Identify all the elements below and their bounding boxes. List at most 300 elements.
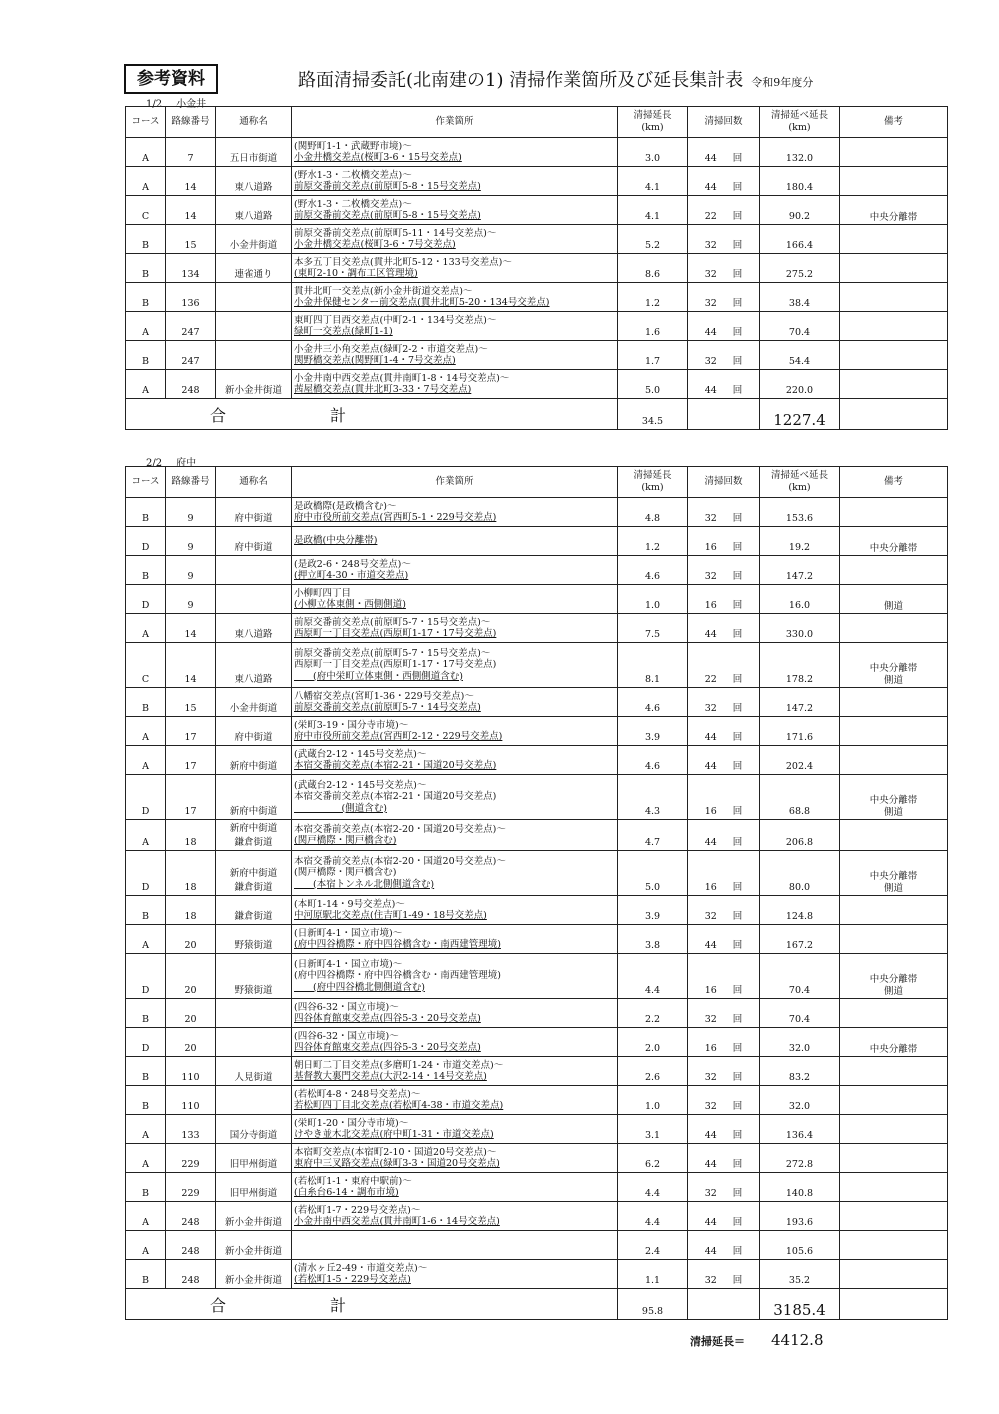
count-cell bbox=[688, 717, 760, 746]
count-cell bbox=[688, 585, 760, 614]
table-row bbox=[126, 138, 948, 167]
total-row bbox=[126, 399, 948, 430]
location-line: (若松町1-1・東府中駅前)～ bbox=[294, 1175, 412, 1187]
location-line: けやき並木北交差点(府中町1-31・市道交差点) bbox=[294, 1129, 494, 1140]
column-header-text: 備考 bbox=[883, 116, 903, 127]
remarks-cell bbox=[840, 954, 948, 999]
route-number-cell: 9 bbox=[166, 527, 216, 556]
location-line: (日新町4-1・国立市境)～ bbox=[294, 958, 403, 970]
column-header bbox=[618, 107, 688, 138]
table-row bbox=[126, 820, 948, 851]
table-row bbox=[126, 225, 948, 254]
location-line: (栄町1-20・国分寺市境)～ bbox=[294, 1117, 409, 1129]
total-length-cell: 193.6 bbox=[760, 1202, 840, 1231]
road-name-line: 連雀通り bbox=[234, 269, 273, 280]
remarks-line: 中央分離帯 bbox=[869, 663, 918, 674]
total-length-cell: 124.8 bbox=[760, 896, 840, 925]
column-header-text: 清掃回数 bbox=[704, 116, 743, 127]
location-line: (武蔵台2-12・145号交差点)～ bbox=[294, 779, 427, 791]
total-row bbox=[126, 1289, 948, 1320]
course-cell: A bbox=[126, 138, 166, 167]
count-unit: 回 bbox=[732, 837, 743, 848]
route-number-cell: 18 bbox=[166, 820, 216, 851]
road-name-line: 鎌倉街道 bbox=[234, 837, 273, 848]
count-cell bbox=[688, 1057, 760, 1086]
route-number-cell: 20 bbox=[166, 1028, 216, 1057]
count-value: 16 bbox=[704, 1043, 717, 1054]
grand-total-label: 清掃延長＝ bbox=[690, 1335, 745, 1348]
location-line: (府中四谷橋北側側道含む) bbox=[294, 981, 425, 993]
route-number-cell: 15 bbox=[166, 225, 216, 254]
location-line: 前原交番前交差点(前原町5-8・15号交差点) bbox=[294, 210, 481, 221]
count-value: 32 bbox=[704, 911, 717, 922]
column-header-text: (km) bbox=[788, 122, 811, 133]
count-unit: 回 bbox=[732, 600, 743, 611]
road-name-cell bbox=[216, 820, 292, 851]
location-line: 東町四丁目西交差点(中町2-1・134号交差点)～ bbox=[294, 314, 497, 326]
course-cell: B bbox=[126, 1260, 166, 1289]
road-name-line: 東八道路 bbox=[234, 674, 273, 685]
road-name-cell bbox=[216, 341, 292, 370]
total-label-cell bbox=[126, 399, 618, 430]
route-number-cell: 14 bbox=[166, 614, 216, 643]
table-row bbox=[126, 1115, 948, 1144]
table-row bbox=[126, 1173, 948, 1202]
remarks-cell bbox=[840, 775, 948, 820]
count-unit: 回 bbox=[732, 911, 743, 922]
location-cell bbox=[292, 254, 618, 283]
total-length-cell: 180.4 bbox=[760, 167, 840, 196]
location-line: 小金井南中西交差点(貫井南町1-6・14号交差点) bbox=[294, 1216, 500, 1227]
count-value: 44 bbox=[704, 1130, 717, 1141]
route-number-cell: 15 bbox=[166, 688, 216, 717]
road-name-line: 府中街道 bbox=[234, 542, 273, 553]
course-cell: A bbox=[126, 370, 166, 399]
header-row bbox=[126, 467, 948, 498]
count-cell bbox=[688, 1260, 760, 1289]
location-line: 本宿交番前交差点(本宿2-21・国道20号交差点) bbox=[294, 760, 497, 771]
remarks-cell bbox=[840, 851, 948, 896]
column-header-text: (km) bbox=[641, 482, 664, 493]
length-cell: 4.6 bbox=[618, 556, 688, 585]
remarks-cell bbox=[840, 1173, 948, 1202]
total-length-cell: 136.4 bbox=[760, 1115, 840, 1144]
course-cell: B bbox=[126, 498, 166, 527]
count-value: 44 bbox=[704, 1246, 717, 1257]
location-line: 朝日町二丁目交差点(多磨町1-24・市道交差点)～ bbox=[294, 1059, 504, 1071]
course-cell: B bbox=[126, 283, 166, 312]
length-cell: 8.1 bbox=[618, 643, 688, 688]
table-row bbox=[126, 527, 948, 556]
count-unit: 回 bbox=[732, 1217, 743, 1228]
length-cell: 4.4 bbox=[618, 954, 688, 999]
count-cell bbox=[688, 925, 760, 954]
table-row bbox=[126, 312, 948, 341]
length-cell: 1.1 bbox=[618, 1260, 688, 1289]
location-line: (若松町1-7・229号交差点)～ bbox=[294, 1204, 421, 1216]
length-cell: 5.0 bbox=[618, 370, 688, 399]
count-cell bbox=[688, 138, 760, 167]
location-line: 貫井北町一交差点(新小金井街道交差点)～ bbox=[294, 285, 473, 297]
length-cell: 4.4 bbox=[618, 1173, 688, 1202]
road-name-line: 野猿街道 bbox=[234, 985, 273, 996]
total-length-cell: 70.4 bbox=[760, 312, 840, 341]
location-line: (押立町4-30・市道交差点) bbox=[294, 570, 409, 581]
location-line: (野水1-3・二枚橋交差点)～ bbox=[294, 198, 412, 210]
count-unit: 回 bbox=[732, 674, 743, 685]
count-cell bbox=[688, 688, 760, 717]
total-label-cell bbox=[126, 1289, 618, 1320]
total-label-2: 計 bbox=[330, 1295, 347, 1315]
table-row bbox=[126, 954, 948, 999]
road-name-cell bbox=[216, 498, 292, 527]
count-unit: 回 bbox=[732, 1014, 743, 1025]
count-unit: 回 bbox=[732, 356, 743, 367]
column-header-text: (km) bbox=[641, 122, 664, 133]
course-cell: B bbox=[126, 225, 166, 254]
course-cell: A bbox=[126, 614, 166, 643]
road-name-cell bbox=[216, 196, 292, 225]
remarks-cell bbox=[840, 614, 948, 643]
location-line: (武蔵台2-12・145号交差点)～ bbox=[294, 748, 427, 760]
total-length-cell: 83.2 bbox=[760, 1057, 840, 1086]
count-value: 44 bbox=[704, 940, 717, 951]
route-number-cell: 229 bbox=[166, 1173, 216, 1202]
document-title bbox=[298, 66, 813, 92]
column-header bbox=[166, 467, 216, 498]
column-header bbox=[618, 467, 688, 498]
reference-badge: 参考資料 bbox=[124, 64, 218, 94]
course-cell: A bbox=[126, 167, 166, 196]
count-value: 32 bbox=[704, 1188, 717, 1199]
remarks-cell bbox=[840, 746, 948, 775]
route-number-cell: 7 bbox=[166, 138, 216, 167]
location-line: 本宿交番前交差点(本宿2-20・国道20号交差点)～ bbox=[294, 823, 506, 835]
column-header bbox=[292, 467, 618, 498]
count-unit: 回 bbox=[732, 1101, 743, 1112]
column-header-text: コース bbox=[131, 476, 160, 487]
route-number-cell: 134 bbox=[166, 254, 216, 283]
table-row bbox=[126, 167, 948, 196]
road-name-cell bbox=[216, 283, 292, 312]
road-name-cell bbox=[216, 643, 292, 688]
count-cell bbox=[688, 254, 760, 283]
length-cell: 1.0 bbox=[618, 585, 688, 614]
route-number-cell: 17 bbox=[166, 746, 216, 775]
route-number-cell: 14 bbox=[166, 643, 216, 688]
table-row bbox=[126, 717, 948, 746]
count-value: 16 bbox=[704, 985, 717, 996]
remarks-cell bbox=[840, 1260, 948, 1289]
remarks-cell bbox=[840, 1028, 948, 1057]
column-header bbox=[292, 107, 618, 138]
location-line: (府中栄町立体東側・西側側道含む) bbox=[294, 670, 463, 682]
table-row bbox=[126, 254, 948, 283]
total-length-cell: 147.2 bbox=[760, 688, 840, 717]
remarks-line: 中央分離帯 bbox=[869, 211, 918, 223]
table-row bbox=[126, 643, 948, 688]
course-cell: D bbox=[126, 851, 166, 896]
location-line: (白糸台6-14・調布市境) bbox=[294, 1187, 399, 1198]
count-value: 32 bbox=[704, 240, 717, 251]
location-line: (関戸橋際・関戸橋含む) bbox=[294, 867, 397, 879]
road-name-cell bbox=[216, 370, 292, 399]
count-value: 44 bbox=[704, 732, 717, 743]
location-line: (関戸橋際・関戸橋含む) bbox=[294, 835, 397, 846]
location-line: (若松町4-8・248号交差点)～ bbox=[294, 1088, 421, 1100]
road-name-line: 五日市街道 bbox=[229, 153, 278, 164]
course-cell: A bbox=[126, 717, 166, 746]
route-number-cell: 9 bbox=[166, 498, 216, 527]
count-cell bbox=[688, 999, 760, 1028]
road-name-line: 新府中街道 bbox=[229, 806, 278, 817]
count-value: 32 bbox=[704, 298, 717, 309]
road-name-cell bbox=[216, 556, 292, 585]
count-unit: 回 bbox=[732, 513, 743, 524]
count-cell bbox=[688, 1115, 760, 1144]
count-unit: 回 bbox=[732, 182, 743, 193]
total-sum-value: 1227.4 bbox=[760, 399, 840, 430]
remarks-cell bbox=[840, 138, 948, 167]
remarks-cell bbox=[840, 820, 948, 851]
road-name-line: 府中街道 bbox=[234, 732, 273, 743]
length-cell: 5.2 bbox=[618, 225, 688, 254]
location-line: 小金井橋交差点(桜町3-6・15号交差点) bbox=[294, 152, 462, 163]
remarks-cell bbox=[840, 1202, 948, 1231]
count-value: 44 bbox=[704, 761, 717, 772]
location-line: (本宿トンネル北側側道含む) bbox=[294, 878, 435, 890]
total-length-cell: 70.4 bbox=[760, 999, 840, 1028]
count-value: 44 bbox=[704, 385, 717, 396]
table-row bbox=[126, 341, 948, 370]
count-cell bbox=[688, 1086, 760, 1115]
location-line: 小柳町四丁目 bbox=[294, 587, 352, 599]
column-header-text: 清掃延長 bbox=[633, 110, 672, 121]
route-number-cell: 248 bbox=[166, 1202, 216, 1231]
road-name-line: 小金井街道 bbox=[229, 240, 278, 251]
location-line: 前原交番前交差点(前原町5-11・14号交差点)～ bbox=[294, 227, 497, 239]
count-unit: 回 bbox=[732, 153, 743, 164]
page-indicator: 2/2 bbox=[146, 458, 163, 469]
course-cell: C bbox=[126, 643, 166, 688]
road-name-line: 旧甲州街道 bbox=[229, 1188, 278, 1199]
location-cell bbox=[292, 1202, 618, 1231]
route-number-cell: 248 bbox=[166, 1231, 216, 1260]
location-line: 是政橋(中央分離帯) bbox=[294, 535, 378, 547]
course-cell: A bbox=[126, 312, 166, 341]
column-header bbox=[840, 467, 948, 498]
road-name-cell bbox=[216, 688, 292, 717]
remarks-cell bbox=[840, 585, 948, 614]
location-line: (本町1-14・9号交差点)～ bbox=[294, 898, 405, 910]
location-line: 前原交番前交差点(前原町5-8・15号交差点) bbox=[294, 181, 481, 192]
road-name-cell bbox=[216, 1231, 292, 1260]
table-row bbox=[126, 925, 948, 954]
column-header bbox=[216, 467, 292, 498]
location-line: 中河原駅北交差点(住吉町1-49・18号交差点) bbox=[294, 910, 487, 921]
remarks-cell bbox=[840, 896, 948, 925]
course-cell: D bbox=[126, 527, 166, 556]
location-cell bbox=[292, 820, 618, 851]
total-length-cell: 19.2 bbox=[760, 527, 840, 556]
total-length-cell: 54.4 bbox=[760, 341, 840, 370]
location-cell bbox=[292, 1028, 618, 1057]
count-value: 44 bbox=[704, 327, 717, 338]
location-line: 小金井南中西交差点(貫井南町1-8・14号交差点)～ bbox=[294, 372, 510, 384]
count-value: 44 bbox=[704, 1159, 717, 1170]
length-cell: 3.0 bbox=[618, 138, 688, 167]
count-unit: 回 bbox=[732, 385, 743, 396]
table-row bbox=[126, 851, 948, 896]
table-row bbox=[126, 1144, 948, 1173]
length-cell: 2.0 bbox=[618, 1028, 688, 1057]
table-row bbox=[126, 556, 948, 585]
total-length-sum: 34.5 bbox=[618, 399, 688, 430]
location-cell bbox=[292, 138, 618, 167]
count-value: 44 bbox=[704, 1217, 717, 1228]
count-value: 16 bbox=[704, 542, 717, 553]
count-cell bbox=[688, 954, 760, 999]
length-cell: 3.1 bbox=[618, 1115, 688, 1144]
column-header bbox=[760, 107, 840, 138]
location-cell bbox=[292, 614, 618, 643]
count-cell bbox=[688, 1173, 760, 1202]
column-header bbox=[688, 467, 760, 498]
count-unit: 回 bbox=[732, 1246, 743, 1257]
count-cell bbox=[688, 851, 760, 896]
table-row bbox=[126, 688, 948, 717]
fiscal-year: 令和9年度分 bbox=[751, 76, 814, 89]
count-value: 32 bbox=[704, 703, 717, 714]
table-row bbox=[126, 775, 948, 820]
location-cell bbox=[292, 498, 618, 527]
count-value: 32 bbox=[704, 571, 717, 582]
location-cell bbox=[292, 1231, 618, 1260]
total-length-cell: 32.0 bbox=[760, 1086, 840, 1115]
total-length-cell: 166.4 bbox=[760, 225, 840, 254]
length-cell: 8.6 bbox=[618, 254, 688, 283]
remarks-cell bbox=[840, 643, 948, 688]
column-header-text: 清掃延べ延長 bbox=[770, 470, 828, 481]
location-cell bbox=[292, 1115, 618, 1144]
column-header bbox=[760, 467, 840, 498]
count-unit: 回 bbox=[732, 240, 743, 251]
count-cell bbox=[688, 746, 760, 775]
remarks-cell bbox=[840, 341, 948, 370]
location-line: 本宿交番前交差点(本宿2-20・国道20号交差点)～ bbox=[294, 855, 506, 867]
column-header bbox=[216, 107, 292, 138]
count-value: 32 bbox=[704, 1072, 717, 1083]
location-line: 小金井保健センター前交差点(貫井北町5-20・134号交差点) bbox=[294, 297, 550, 308]
count-cell bbox=[688, 283, 760, 312]
length-cell: 1.0 bbox=[618, 1086, 688, 1115]
total-length-cell: 90.2 bbox=[760, 196, 840, 225]
length-cell: 1.7 bbox=[618, 341, 688, 370]
route-number-cell: 247 bbox=[166, 341, 216, 370]
count-value: 32 bbox=[704, 269, 717, 280]
total-label-2: 計 bbox=[330, 405, 347, 425]
location-line: (側道含む) bbox=[294, 802, 387, 814]
road-name-cell bbox=[216, 1086, 292, 1115]
location-cell bbox=[292, 1173, 618, 1202]
road-name-line: 旧甲州街道 bbox=[229, 1159, 278, 1170]
course-cell: A bbox=[126, 1202, 166, 1231]
total-length-cell: 80.0 bbox=[760, 851, 840, 896]
count-value: 44 bbox=[704, 182, 717, 193]
remarks-line: 中央分離帯 bbox=[869, 795, 918, 806]
course-cell: B bbox=[126, 341, 166, 370]
route-number-cell: 18 bbox=[166, 896, 216, 925]
total-count-empty bbox=[688, 1289, 760, 1320]
road-name-line: 新府中街道 bbox=[229, 868, 278, 879]
count-value: 16 bbox=[704, 600, 717, 611]
table-row bbox=[126, 1231, 948, 1260]
location-line: 基督教大裏門交差点(大沢2-14・14号交差点) bbox=[294, 1071, 487, 1082]
location-cell bbox=[292, 312, 618, 341]
count-unit: 回 bbox=[732, 1072, 743, 1083]
column-header-text: 路線番号 bbox=[171, 476, 210, 487]
road-name-line: 新小金井街道 bbox=[224, 385, 282, 396]
count-value: 16 bbox=[704, 882, 717, 893]
column-header-text: 作業箇所 bbox=[435, 476, 474, 487]
course-cell: D bbox=[126, 954, 166, 999]
remarks-cell bbox=[840, 1144, 948, 1173]
header-row bbox=[126, 107, 948, 138]
summary-table-fuchu bbox=[125, 466, 948, 1320]
location-line: 小金井三小角交差点(緑町2-2・市道交差点)～ bbox=[294, 343, 488, 355]
total-length-cell: 330.0 bbox=[760, 614, 840, 643]
route-number-cell: 17 bbox=[166, 775, 216, 820]
count-unit: 回 bbox=[732, 732, 743, 743]
remarks-cell bbox=[840, 925, 948, 954]
course-cell: A bbox=[126, 1231, 166, 1260]
table-row bbox=[126, 1260, 948, 1289]
location-cell bbox=[292, 196, 618, 225]
course-cell: D bbox=[126, 775, 166, 820]
road-name-cell bbox=[216, 312, 292, 341]
length-cell: 4.6 bbox=[618, 746, 688, 775]
table-row bbox=[126, 370, 948, 399]
location-line: (小柳立体東側・西側側道) bbox=[294, 599, 406, 610]
location-cell bbox=[292, 225, 618, 254]
count-cell bbox=[688, 167, 760, 196]
road-name-line: 新府中街道 bbox=[229, 761, 278, 772]
route-number-cell: 229 bbox=[166, 1144, 216, 1173]
count-cell bbox=[688, 1028, 760, 1057]
road-name-cell bbox=[216, 1173, 292, 1202]
road-name-cell bbox=[216, 954, 292, 999]
location-cell bbox=[292, 370, 618, 399]
count-unit: 回 bbox=[732, 703, 743, 714]
location-cell bbox=[292, 341, 618, 370]
table-row bbox=[126, 1086, 948, 1115]
location-line: 八幡宿交差点(宮町1-36・229号交差点)～ bbox=[294, 690, 474, 702]
course-cell: C bbox=[126, 196, 166, 225]
route-number-cell: 247 bbox=[166, 312, 216, 341]
route-number-cell: 248 bbox=[166, 1260, 216, 1289]
count-unit: 回 bbox=[732, 211, 743, 222]
count-cell bbox=[688, 498, 760, 527]
location-line: 府中市役所前交差点(宮西町5-1・229号交差点) bbox=[294, 512, 497, 523]
road-name-cell bbox=[216, 1115, 292, 1144]
location-cell bbox=[292, 167, 618, 196]
table-row bbox=[126, 614, 948, 643]
total-length-cell: 202.4 bbox=[760, 746, 840, 775]
column-header-text: (km) bbox=[788, 482, 811, 493]
location-cell bbox=[292, 775, 618, 820]
road-name-cell bbox=[216, 925, 292, 954]
count-unit: 回 bbox=[732, 940, 743, 951]
